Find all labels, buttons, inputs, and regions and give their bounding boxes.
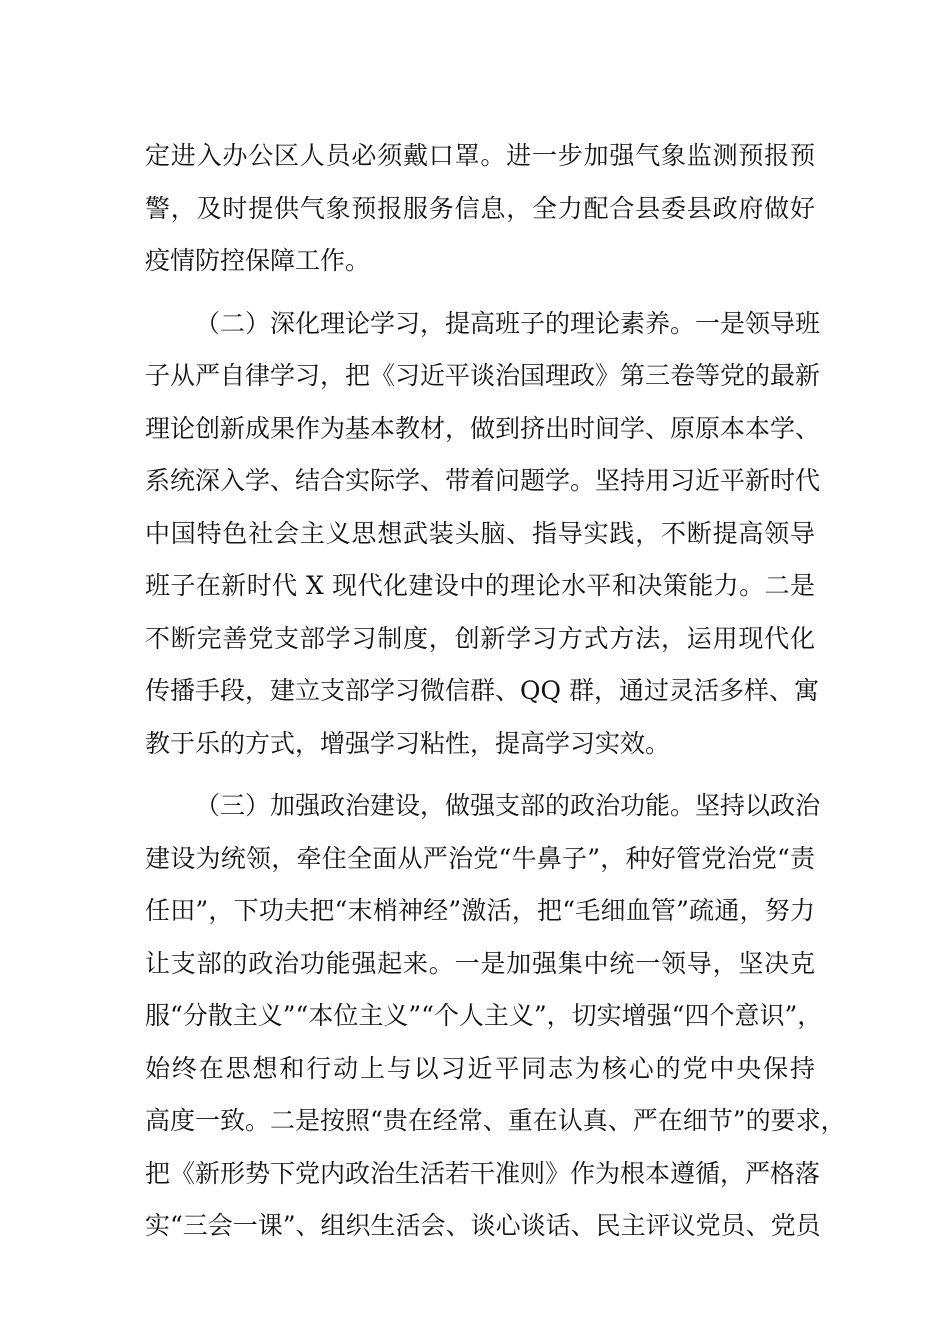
text-line: 任田”，下功夫把“末梢神经”激活，把“毛细血管”疏通，努力 <box>145 896 815 925</box>
text-line: 教于乐的方式，增强学习粘性，提高学习实效。 <box>145 728 671 758</box>
text-line: 始终在思想和行动上与以习近平同志为核心的党中央保持 <box>145 1053 815 1083</box>
text-line: 中国特色社会主义思想武装头脑、指导实践，不断提高领导 <box>145 518 815 548</box>
text-line: 传播手段，建立支部学习微信群、QQ 群，通过灵活多样、寓 <box>145 676 819 705</box>
text-line: 理论创新成果作为基本教材，做到挤出时间学、原原本本学、 <box>145 413 821 443</box>
paragraph-theory-study <box>145 298 821 771</box>
text-line: 子从严自律学习，把《习近平谈治国理政》第三卷等党的最新 <box>145 361 821 390</box>
text-line: 系统深入学、结合实际学、带着问题学。坚持用习近平新时代 <box>145 466 821 495</box>
text-line: 定进入办公区人员必须戴口罩。进一步加强气象监测预报预 <box>145 141 815 170</box>
document-body <box>145 130 846 1253</box>
paragraph-spacer <box>145 288 815 298</box>
text-line: 疫情防控保障工作。 <box>145 246 371 275</box>
text-line: （二）深化理论学习，提高班子的理论素养。一是领导班 <box>195 308 821 338</box>
text-line: 让支部的政治功能强起来。一是加强集中统一领导，坚决克 <box>145 948 815 978</box>
text-line: 高度一致。二是按照“贵在经常、重在认真、严在细节”的要求， <box>145 1106 846 1135</box>
text-line: 班子在新时代 X 现代化建设中的理论水平和决策能力。二是 <box>145 571 815 600</box>
text-line: 建设为统领，牵住全面从严治党“牛鼻子”，种好管党治党“责 <box>145 843 815 873</box>
paragraph-epidemic-prevention <box>145 130 815 288</box>
text-line: 服“分散主义”“本位主义”“个人主义”，切实增强“四个意识”， <box>145 1001 823 1030</box>
text-line: 实“三会一课”、组织生活会、谈心谈话、民主评议党员、党员 <box>145 1211 821 1240</box>
text-line: 警，及时提供气象预报服务信息，全力配合县委县政府做好 <box>145 193 815 223</box>
paragraph-political-building <box>145 780 846 1253</box>
paragraph-spacer <box>145 770 815 780</box>
text-line: 不断完善党支部学习制度，创新学习方式方法，运用现代化 <box>145 623 815 653</box>
text-line: 把《新形势下党内政治生活若干准则》作为根本遵循，严格落 <box>145 1158 821 1188</box>
text-line: （三）加强政治建设，做强支部的政治功能。坚持以政治 <box>195 791 821 820</box>
